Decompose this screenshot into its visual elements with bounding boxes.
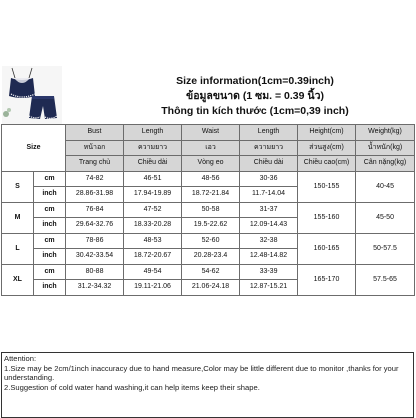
size-label: L [2, 233, 34, 264]
measure-cell-cm: 52-60 [182, 233, 240, 249]
measure-cell-inch: 12.09-14.43 [240, 218, 298, 234]
col-header-weight-th: น้ำหนัก(kg) [356, 140, 415, 156]
measure-cell-inch: 12.48-14.82 [240, 249, 298, 265]
table-row [2, 202, 415, 218]
size-header: Size [2, 125, 66, 172]
col-header-length2-en: Length [240, 125, 298, 141]
col-header-length2-th: ความยาว [240, 140, 298, 156]
measure-cell-cm: 54-62 [182, 264, 240, 280]
col-header-waist-en: Waist [182, 125, 240, 141]
size-label: M [2, 202, 34, 233]
measure-cell-inch: 12.87-15.21 [240, 280, 298, 296]
measure-cell-inch: 18.72-21.84 [182, 187, 240, 203]
measure-cell-inch: 19.11-21.06 [124, 280, 182, 296]
measure-cell-inch: 18.72-20.67 [124, 249, 182, 265]
height-cell: 160-165 [298, 233, 356, 264]
height-cell: 165-170 [298, 264, 356, 295]
size-table [1, 124, 415, 296]
table-row [2, 233, 415, 249]
col-header-length-th: ความยาว [124, 140, 182, 156]
measure-cell-cm: 74-82 [66, 171, 124, 187]
measure-cell-cm: 48-56 [182, 171, 240, 187]
col-header-weight-vi: Cân nặng(kg) [356, 156, 415, 172]
measure-cell-inch: 28.86-31.98 [66, 187, 124, 203]
col-header-height-vi: Chiều cao(cm) [298, 156, 356, 172]
measure-cell-inch: 11.7-14.04 [240, 187, 298, 203]
size-label: S [2, 171, 34, 202]
col-header-bust-th: หน้าอก [66, 140, 124, 156]
weight-cell: 50-57.5 [356, 233, 415, 264]
col-header-waist-th: เอว [182, 140, 240, 156]
col-header-height-th: ส่วนสูง(cm) [298, 140, 356, 156]
unit-label-cm: cm [34, 202, 66, 218]
unit-label-inch: inch [34, 249, 66, 265]
col-header-bust-en: Bust [66, 125, 124, 141]
unit-label-inch: inch [34, 218, 66, 234]
title-vietnamese: Thông tin kích thước (1cm=0,39 inch) [161, 105, 349, 117]
weight-cell: 45-50 [356, 202, 415, 233]
title-thai: ข้อมูลขนาด (1 ซม. = 0.39 นิ้ว) [186, 90, 324, 102]
measure-cell-inch: 17.94-19.89 [124, 187, 182, 203]
col-header-length-en: Length [124, 125, 182, 141]
measure-cell-cm: 33-39 [240, 264, 298, 280]
size-chart-header [0, 66, 416, 124]
unit-label-cm: cm [34, 264, 66, 280]
height-cell: 155-160 [298, 202, 356, 233]
measure-cell-inch: 20.28-23.4 [182, 249, 240, 265]
weight-cell: 40-45 [356, 171, 415, 202]
attention-note-1: 1.Size may be 2cm/1inch inaccuracy due to hand measure,Color may be little different due to monitor ,thanks for your understanding. [4, 363, 399, 383]
measure-cell-inch: 30.42-33.54 [66, 249, 124, 265]
measure-cell-inch: 31.2-34.32 [66, 280, 124, 296]
measure-cell-inch: 18.33-20.28 [124, 218, 182, 234]
measure-cell-inch: 21.06-24.18 [182, 280, 240, 296]
measure-cell-cm: 31-37 [240, 202, 298, 218]
height-cell: 150-155 [298, 171, 356, 202]
measure-cell-cm: 76-84 [66, 202, 124, 218]
table-row [2, 264, 415, 280]
col-header-length-vi: Chiều dài [124, 156, 182, 172]
header-row-1 [2, 125, 415, 141]
unit-label-inch: inch [34, 280, 66, 296]
attention-note-2: 2.Suggestion of cold water hand washing,it can help items keep their shape. [4, 382, 260, 392]
size-info-titles [110, 74, 400, 119]
weight-cell: 57.5-65 [356, 264, 415, 295]
measure-cell-cm: 32-38 [240, 233, 298, 249]
measure-cell-cm: 49-54 [124, 264, 182, 280]
measure-cell-inch: 19.5-22.62 [182, 218, 240, 234]
measure-cell-cm: 50-58 [182, 202, 240, 218]
measure-cell-cm: 47-52 [124, 202, 182, 218]
attention-title: Attention: [4, 354, 37, 363]
size-chart [0, 66, 416, 392]
measure-cell-cm: 80-88 [66, 264, 124, 280]
measure-cell-cm: 78-86 [66, 233, 124, 249]
unit-label-cm: cm [34, 171, 66, 187]
col-header-height-en: Height(cm) [298, 125, 356, 141]
product-image [2, 66, 62, 124]
product-thumbnail [2, 66, 62, 124]
measure-cell-inch: 29.64-32.76 [66, 218, 124, 234]
table-row [2, 171, 415, 187]
col-header-waist-vi: Vòng eo [182, 156, 240, 172]
measure-cell-cm: 46-51 [124, 171, 182, 187]
col-header-bust-vi: Trang chủ [66, 156, 124, 172]
col-header-length2-vi: Chiều dài [240, 156, 298, 172]
unit-label-cm: cm [34, 233, 66, 249]
size-label: XL [2, 264, 34, 295]
attention-box [1, 352, 414, 418]
col-header-weight-en: Weight(kg) [356, 125, 415, 141]
measure-cell-cm: 30-36 [240, 171, 298, 187]
unit-label-inch: inch [34, 187, 66, 203]
measure-cell-cm: 48-53 [124, 233, 182, 249]
title-english: Size information(1cm=0.39inch) [176, 75, 334, 87]
